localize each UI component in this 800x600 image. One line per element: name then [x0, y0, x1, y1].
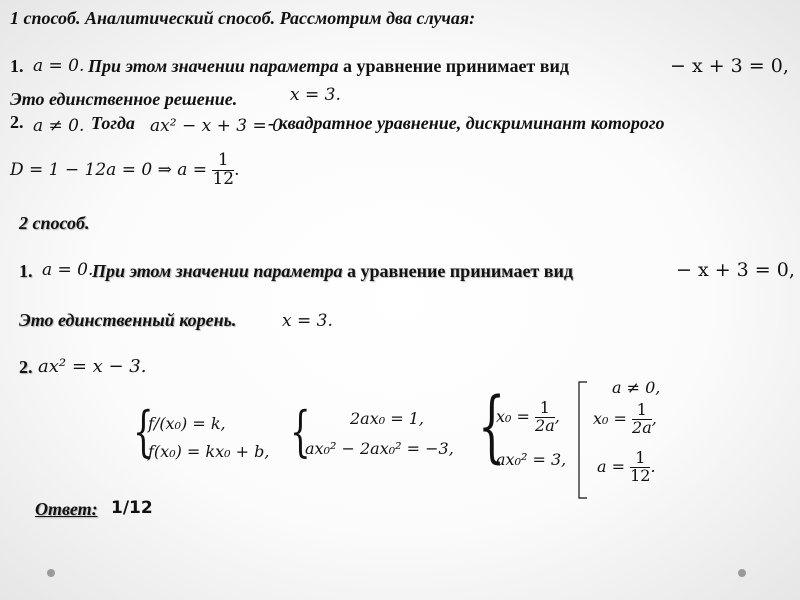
discriminant-tail: . — [234, 159, 240, 180]
method1-discriminant — [10, 152, 239, 189]
system4-bracket — [575, 380, 589, 500]
method1-case2-then: Тогда — [91, 113, 135, 133]
method2-case1-equation: − x + 3 = 0, — [676, 259, 795, 281]
method1-case1-condition: a = 0. — [33, 56, 85, 76]
system3-brace: { — [478, 382, 506, 472]
system4-row1: a ≠ 0, — [612, 378, 661, 397]
method1-case2-text: - квадратное уравнение, дискриминант которого — [268, 113, 665, 133]
discriminant-fraction — [212, 152, 234, 189]
method2-root-value: x = 3. — [282, 311, 333, 331]
slide-dot-right — [738, 569, 746, 577]
method1-heading: 1 способ. Аналитический способ. Рассмотрим два случая: — [10, 8, 476, 28]
method1-case1-text-italic: При этом значении параметра — [88, 56, 339, 76]
method1-case1-number: 1. — [10, 56, 24, 76]
system2-row2: ax₀² − 2ax₀² = −3, — [305, 439, 454, 458]
discriminant-denominator: 12 — [212, 168, 235, 189]
system3-row1-lhs: x₀ = — [496, 406, 530, 426]
system4-row3 — [597, 450, 656, 485]
method1-solution-value: x = 3. — [290, 85, 341, 105]
discriminant-numerator: 1 — [212, 152, 234, 171]
method2-case2-number: 2. — [19, 357, 33, 377]
method2-case1-number: 1. — [19, 261, 33, 281]
system4-row3-denominator: 12 — [630, 465, 651, 485]
method2-case1-text-italic: При этом значении параметра — [92, 261, 343, 281]
system4-row2-denominator: 2a — [632, 417, 652, 437]
system1-row2: f(x₀) = kx₀ + b, — [148, 442, 270, 461]
method1-case2-equation: ax² − x + 3 = 0 — [150, 116, 283, 136]
method1-case2-number: 2. — [10, 112, 24, 132]
system2-brace: { — [290, 400, 311, 463]
system3-row2: ax₀² = 3, — [496, 450, 567, 469]
answer-label: Ответ: — [35, 499, 98, 519]
system4-row3-tail: . — [650, 456, 656, 476]
method2-case1-condition: a = 0. — [42, 260, 94, 280]
system2-row1: 2ax₀ = 1, — [350, 409, 424, 428]
system3-row1 — [496, 400, 560, 435]
method2-root-text: Это единственный корень. — [19, 310, 237, 330]
system3-row1-tail: , — [554, 406, 560, 426]
system1-brace: { — [133, 400, 154, 463]
method2-case1-text-normal: а уравнение принимает вид — [342, 261, 573, 281]
method2-case2-equation: ax² = x − 3. — [38, 356, 147, 377]
system4-row2 — [593, 402, 657, 437]
system3-denominator: 2a — [535, 415, 555, 435]
system4-row3-lhs: a = — [597, 456, 626, 476]
system4-row2-lhs: x₀ = — [593, 408, 627, 428]
slide-dot-left — [47, 569, 55, 577]
system3-fraction — [535, 400, 555, 435]
method1-case2-condition: a ≠ 0. — [33, 116, 85, 136]
method2-case1-text — [92, 262, 573, 280]
system4-row2-tail: , — [651, 408, 657, 428]
answer-value: 1/12 — [111, 498, 153, 518]
method1-case1-equation: − x + 3 = 0, — [670, 55, 789, 77]
system4-row3-numerator: 1 — [630, 450, 650, 468]
system4-row2-fraction — [632, 402, 652, 437]
system4-row3-fraction — [630, 450, 650, 485]
system1-row1: f/(x₀) = k, — [148, 414, 226, 433]
system4-row2-numerator: 1 — [632, 402, 652, 420]
method1-solution-text: Это единственное решение. — [10, 89, 238, 109]
method1-case1-text-normal: а уравнение принимает вид — [338, 56, 569, 76]
method1-case1-text — [88, 57, 569, 75]
method2-heading: 2 способ. — [19, 213, 90, 233]
discriminant-lhs: D = 1 − 12a = 0 ⇒ a = — [10, 159, 208, 180]
system3-numerator: 1 — [535, 400, 555, 418]
